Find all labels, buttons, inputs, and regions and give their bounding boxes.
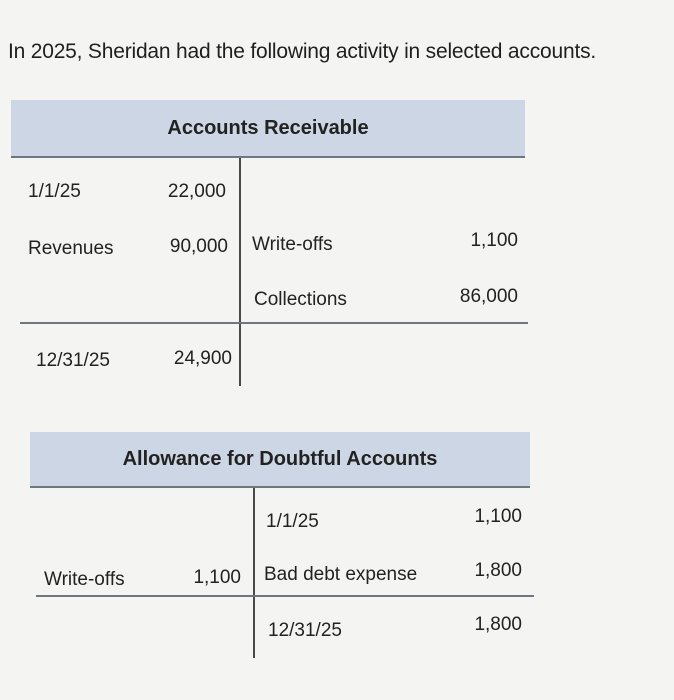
ar-revenues-amount: 90,000 [169, 236, 228, 257]
allowance-bad-debt-label: Bad debt expense [264, 564, 418, 585]
allowance-writeoffs-amount: 1,100 [193, 567, 241, 588]
ar-opening-amount: 22,000 [167, 181, 226, 202]
allowance-bad-debt-amount: 1,800 [474, 560, 522, 581]
allowance-t-vertical-line [253, 488, 255, 658]
ar-ending-label: 12/31/25 [36, 350, 110, 371]
allowance-ending-label: 12/31/25 [268, 620, 342, 641]
ar-revenues-label: Revenues [28, 238, 114, 259]
ar-total-line [20, 322, 528, 324]
allowance-opening-amount: 1,100 [474, 506, 522, 527]
ar-writeoffs-amount: 1,100 [470, 230, 518, 251]
ar-collections-label: Collections [254, 289, 347, 310]
intro-text: In 2025, Sheridan had the following activity in selected accounts. [8, 40, 597, 63]
accounts-receivable-title: Accounts Receivable [11, 100, 525, 158]
ar-writeoffs-label: Write-offs [252, 234, 333, 255]
allowance-ending-amount: 1,800 [474, 614, 522, 635]
ar-opening-label: 1/1/25 [28, 181, 81, 202]
ar-collections-amount: 86,000 [459, 286, 518, 307]
ar-t-vertical-line [239, 158, 241, 386]
allowance-total-line [36, 595, 534, 597]
ar-ending-amount: 24,900 [173, 348, 232, 369]
allowance-writeoffs-label: Write-offs [44, 569, 125, 590]
allowance-title: Allowance for Doubtful Accounts [30, 432, 530, 488]
allowance-opening-label: 1/1/25 [266, 511, 319, 532]
